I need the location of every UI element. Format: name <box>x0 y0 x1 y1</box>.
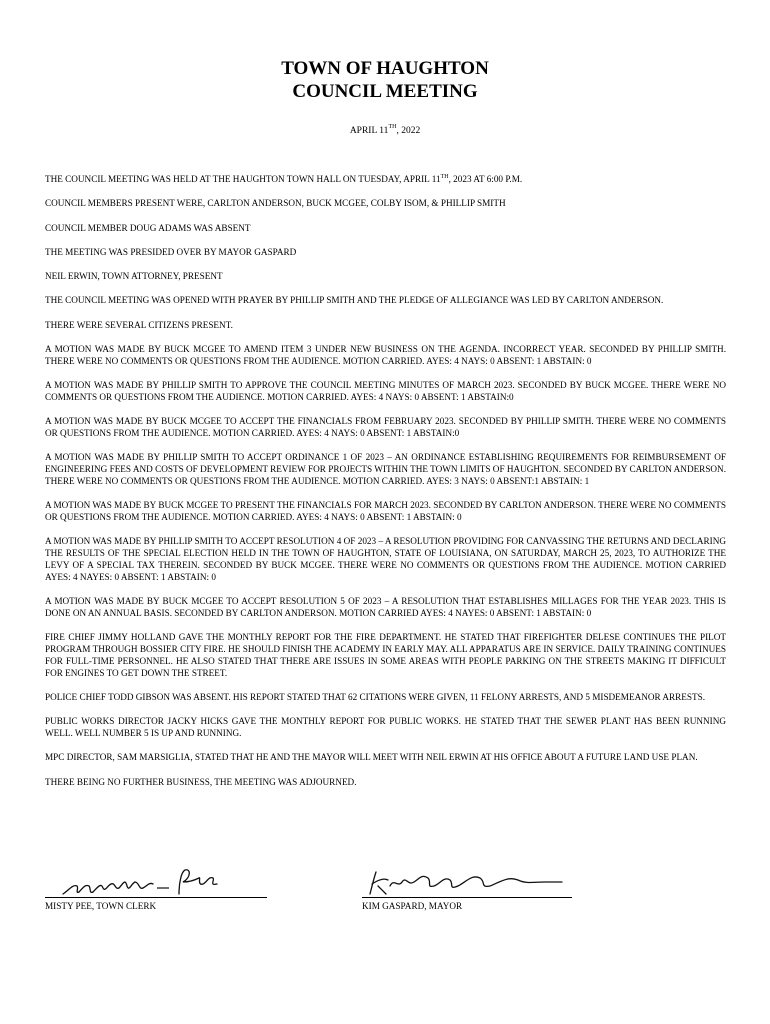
paragraph-motion-financials-feb: A MOTION WAS MADE BY BUCK MCGEE TO ACCEPT THE FINANCIALS FROM FEBRUARY 2023. SECONDED BY PHILLIP SMITH. THERE WERE NO COMMENTS OR QUESTIONS FROM THE AUDIENCE. MOTION CARRIED. AYES: 4 NAYS: 0 ABSENT: 1 ABSTAIN:0 <box>45 416 726 439</box>
mayor-signature-block <box>362 872 572 911</box>
p1-sup: TH <box>440 174 449 180</box>
p1-prefix: THE COUNCIL MEETING WAS HELD AT THE HAUGHTON TOWN HALL ON TUESDAY, APRIL 11 <box>45 174 441 184</box>
paragraph-member-absent: COUNCIL MEMBER DOUG ADAMS WAS ABSENT <box>45 222 251 233</box>
date-suffix: , 2022 <box>396 126 421 136</box>
paragraph-citizens: THERE WERE SEVERAL CITIZENS PRESENT. <box>45 319 233 330</box>
clerk-signature-block <box>45 872 267 911</box>
date-sup: TH <box>388 124 397 130</box>
paragraph-motion-amend: A MOTION WAS MADE BY BUCK MCGEE TO AMEND ITEM 3 UNDER NEW BUSINESS ON THE AGENDA. INCORRECT YEAR. SECONDED BY PHILLIP SMITH. THERE WERE NO COMMENTS OR QUESTIONS FROM THE AUDIENCE. MOTION CARRIED. AYES: 4 NAYS: 0 ABSENT: 1 ABSTAIN: 0 <box>45 344 726 366</box>
mayor-signature-line <box>362 872 572 898</box>
clerk-name: MISTY PEE, TOWN CLERK <box>45 901 157 911</box>
paragraph-motion-resolution-5: A MOTION WAS MADE BY BUCK MCGEE TO ACCEPT RESOLUTION 5 OF 2023 – A RESOLUTION THAT ESTABLISHES MILLAGES FOR THE YEAR 2023. THIS IS DONE ON AN ANNUAL BASIS. SECONDED BY CARLTON ANDERSON. MOTION CARRIED AYES: 4 NAYES: 0 ABSENT: 1 ABSTAIN: 0 <box>45 596 726 618</box>
paragraph-opening: THE COUNCIL MEETING WAS OPENED WITH PRAYER BY PHILLIP SMITH AND THE PLEDGE OF ALLEGIANCE WAS LED BY CARLTON ANDERSON. <box>45 295 664 306</box>
mayor-handwritten-signature <box>362 864 572 900</box>
paragraph-motion-minutes: A MOTION WAS MADE BY PHILLIP SMITH TO APPROVE THE COUNCIL MEETING MINUTES OF MARCH 2023. SECONDED BY BUCK MCGEE. THERE WERE NO COMMENTS OR QUESTIONS FROM THE AUDIENCE. MOTION CARRIED. AYES: 4 NAYS: 0 ABSENT: 1 ABSTAIN:0 <box>45 380 726 402</box>
clerk-handwritten-signature <box>45 864 245 900</box>
paragraph-public-works: PUBLIC WORKS DIRECTOR JACKY HICKS GAVE THE MONTHLY REPORT FOR PUBLIC WORKS. HE STATED THAT THE SEWER PLANT HAS BEEN RUNNING WELL. WELL NUMBER 5 IS UP AND RUNNING. <box>45 716 726 738</box>
paragraph-motion-financials-mar: A MOTION WAS MADE BY BUCK MCGEE TO PRESENT THE FINANCIALS FOR MARCH 2023. SECONDED BY CARLTON ANDERSON. THERE WERE NO COMMENTS OR QUESTIONS FROM THE AUDIENCE. MOTION CARRIED. AYES: 4 NAYS: 0 ABSENT: 1 ABSTAIN: 0 <box>45 500 726 523</box>
minutes-body <box>45 174 726 801</box>
paragraph-police-report: POLICE CHIEF TODD GIBSON WAS ABSENT. HIS REPORT STATED THAT 62 CITATIONS WERE GIVEN, 11 FELONY ARRESTS, AND 5 MISDEMEANOR ARRESTS. <box>45 691 706 702</box>
paragraph-motion-resolution-4: A MOTION WAS MADE BY PHILLIP SMITH TO ACCEPT RESOLUTION 4 OF 2023 – A RESOLUTION PROVIDING FOR CANVASSING THE RETURNS AND DECLARING THE RESULTS OF THE SPECIAL ELECTION HELD IN THE TOWN OF HAUGHTON, STATE OF LOUISIANA, ON SATURDAY, MARCH 25, 2023, TO AUTHORIZE THE LEVY OF A SPECIAL TAX THEREIN. SECONDED BY BUCK MCGEE. THERE WERE NO COMMENTS OR QUESTIONS FROM THE AUDIENCE. MOTION CARRIED AYES: 4 NAYES: 0 ABSENT: 1 ABSTAIN: 0 <box>45 536 726 582</box>
paragraph-presided: THE MEETING WAS PRESIDED OVER BY MAYOR GASPARD <box>45 246 297 257</box>
date-prefix: APRIL 11 <box>349 126 389 136</box>
paragraph-members-present: COUNCIL MEMBERS PRESENT WERE, CARLTON ANDERSON, BUCK MCGEE, COLBY ISOM, & PHILLIP SMITH <box>45 198 506 209</box>
mayor-name: KIM GASPARD, MAYOR <box>362 901 463 911</box>
meeting-date <box>0 126 770 136</box>
clerk-signature-line <box>45 872 267 898</box>
paragraph-adjourned: THERE BEING NO FURTHER BUSINESS, THE MEETING WAS ADJOURNED. <box>45 776 357 787</box>
paragraph-meeting-held <box>45 174 726 186</box>
p1-suffix: , 2023 AT 6:00 P.M. <box>448 174 523 184</box>
paragraph-mpc: MPC DIRECTOR, SAM MARSIGLIA, STATED THAT HE AND THE MAYOR WILL MEET WITH NEIL ERWIN AT HIS OFFICE ABOUT A FUTURE LAND USE PLAN. <box>45 752 698 763</box>
document-title-line1: TOWN OF HAUGHTON <box>281 58 489 79</box>
paragraph-fire-report: FIRE CHIEF JIMMY HOLLAND GAVE THE MONTHLY REPORT FOR THE FIRE DEPARTMENT. HE STATED THAT FIREFIGHTER DELESE CONTINUES THE PILOT PROGRAM THROUGH BOSSIER CITY FIRE. HE SHOULD FINISH THE ACADEMY IN EARLY MAY. ALL APPARATUS ARE IN SERVICE. DAILY TRAINING CONTINUES FOR FULL-TIME PERSONNEL. HE ALSO STATED THAT THERE ARE ISSUES IN SOME AREAS WITH PEOPLE PARKING ON THE STREETS MAKING IT DIFFICULT FOR ENGINES TO GET DOWN THE STREET. <box>45 632 726 678</box>
document-title-line2: COUNCIL MEETING <box>292 81 478 102</box>
paragraph-attorney: NEIL ERWIN, TOWN ATTORNEY, PRESENT <box>45 271 223 282</box>
paragraph-motion-ordinance: A MOTION WAS MADE BY PHILLIP SMITH TO ACCEPT ORDINANCE 1 OF 2023 – AN ORDINANCE ESTABLISHING REQUIREMENTS FOR REIMBURSEMENT OF ENGINEERING FEES AND COSTS OF DEVELOPMENT REVIEW FOR PROJECTS WITHIN THE TOWN LIMITS OF HAUGHTON. SECONDED BY CARLTON ANDERSON. THERE WERE NO COMMENTS OR QUESTIONS FROM THE AUDIENCE. MOTION CARRIED. AYES: 3 NAYS: 0 ABSENT:1 ABSTAIN: 1 <box>45 452 726 486</box>
